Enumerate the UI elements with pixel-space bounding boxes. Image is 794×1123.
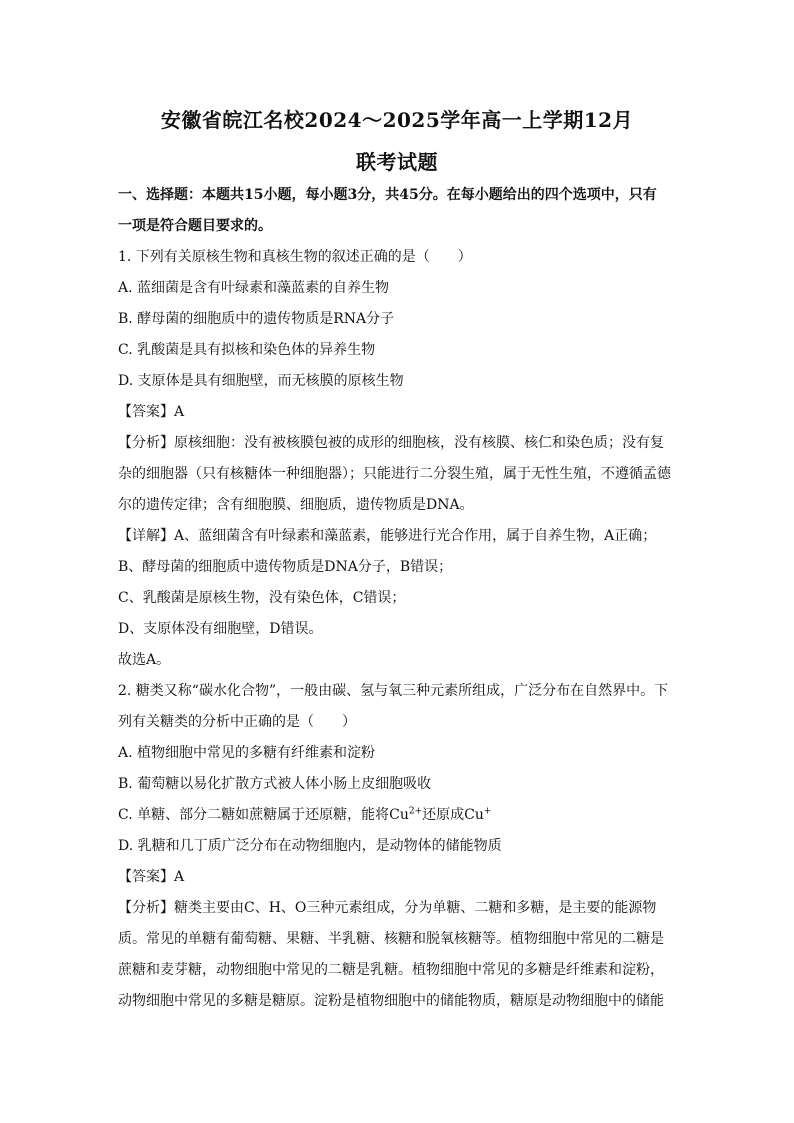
- superscript: 2+: [408, 806, 423, 817]
- detail-line: 【详解】A、蓝细菌含有叶绿素和藻蓝素，能够进行光合作用，属于自养生物，A正确；: [118, 528, 657, 544]
- analysis-line: 【分析】糖类主要由C、H、O三种元素组成，分为单糖、二糖和多糖，是主要的能源物: [118, 900, 657, 916]
- option-c-text: 还原成Cu: [422, 807, 484, 823]
- section-line: 一项是符合题目要求的。: [118, 218, 272, 234]
- option-c: C. 乳酸菌是具有拟核和染色体的异养生物: [118, 342, 376, 358]
- analysis-line: 【分析】原核细胞：没有被核膜包被的成形的细胞核，没有核膜、核仁和染色质；没有复: [118, 435, 664, 451]
- detail-line: B、酵母菌的细胞质中遗传物质是DNA分子，B错误；: [118, 559, 453, 575]
- option-c-text: C. 单糖、部分二糖如蔗糖属于还原糖，能将Cu: [118, 807, 409, 823]
- question-2: [118, 676, 678, 1017]
- analysis-line: 质。常见的单糖有葡萄糖、果糖、半乳糖、核糖和脱氧核糖等。植物细胞中常见的二糖是: [118, 931, 664, 947]
- answer: 【答案】A: [118, 869, 185, 885]
- question-1: [118, 242, 678, 676]
- analysis-line: 尔的遗传定律；含有细胞膜、细胞质，遗传物质是DNA。: [118, 497, 474, 513]
- option-c: [118, 800, 678, 831]
- analysis-line: 动物细胞中常见的多糖是糖原。淀粉是植物细胞中的储能物质，糖原是动物细胞中的储能: [118, 993, 664, 1009]
- option-b: B. 葡萄糖以易化扩散方式被人体小肠上皮细胞吸收: [118, 776, 432, 792]
- question-stem: 列有关糖类的分析中正确的是（ ）: [118, 714, 356, 730]
- detail-line: C、乳酸菌是原核生物，没有染色体，C错误；: [118, 590, 406, 606]
- detail-line: 故选A。: [118, 652, 171, 668]
- answer: 【答案】A: [118, 404, 185, 420]
- option-b: B. 酵母菌的细胞质中的遗传物质是RNA分子: [118, 311, 395, 327]
- question-stem: 2. 糖类又称“碳水化合物”，一般由碳、氢与氧三种元素所组成，广泛分布在自然界中。下: [118, 683, 669, 699]
- option-a: A. 植物细胞中常见的多糖有纤维素和淀粉: [118, 745, 376, 761]
- question-stem: 1. 下列有关原核生物和真核生物的叙述正确的是（ ）: [118, 249, 472, 265]
- detail-line: D、支原体没有细胞壁，D错误。: [118, 621, 323, 637]
- option-d: D. 支原体是具有细胞壁，而无核膜的原核生物: [118, 373, 404, 389]
- option-d: D. 乳糖和几丁质广泛分布在动物细胞内，是动物体的储能物质: [118, 838, 502, 854]
- section-instructions: [118, 180, 678, 242]
- page-subtitle: 联考试题: [356, 150, 438, 174]
- superscript: +: [483, 806, 492, 817]
- section-line: 一、选择题：本题共15小题，每小题3分，共45分。在每小题给出的四个选项中，只有: [118, 187, 657, 203]
- option-a: A. 蓝细菌是含有叶绿素和藻蓝素的自养生物: [118, 280, 390, 296]
- analysis-line: 蔗糖和麦芽糖，动物细胞中常见的二糖是乳糖。植物细胞中常见的多糖是纤维素和淀粉，: [118, 962, 664, 978]
- page-title: 安徽省皖江名校2024～2025学年高一上学期12月: [160, 108, 634, 132]
- analysis-line: 杂的细胞器（只有核糖体一种细胞器）；只能进行二分裂生殖，属于无性生殖，不遵循孟德: [118, 466, 671, 482]
